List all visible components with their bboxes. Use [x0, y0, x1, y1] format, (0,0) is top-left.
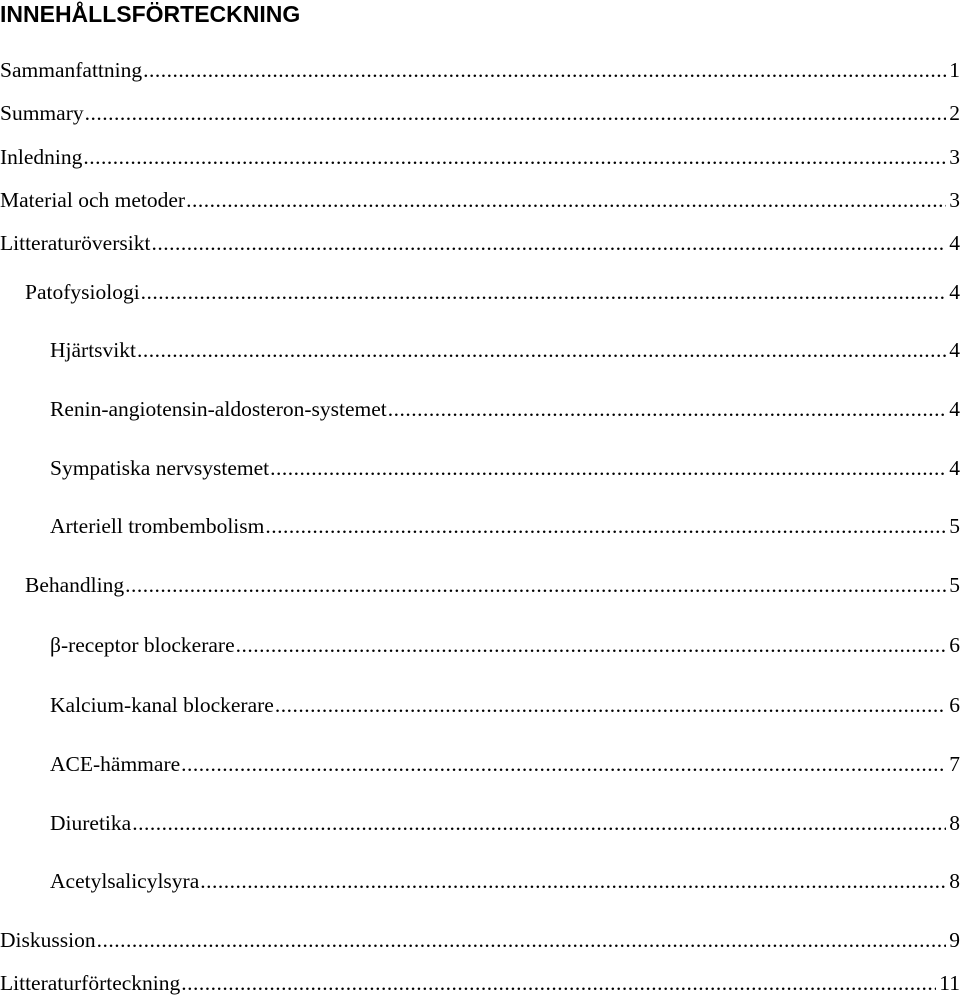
toc-entry-patofysiologi[interactable] — [25, 278, 960, 306]
toc-dot-leader — [85, 99, 947, 127]
toc-entry-behandling[interactable] — [25, 571, 960, 599]
toc-dot-leader — [141, 278, 947, 306]
toc-entry-page: 11 — [939, 971, 960, 995]
toc-entry-litteraturoversikt[interactable] — [0, 229, 960, 257]
toc-dot-leader — [137, 336, 946, 364]
toc-entry-summary[interactable] — [0, 99, 960, 127]
toc-entry-label: Diskussion — [0, 928, 96, 952]
toc-entry-beta-receptor-blockerare[interactable] — [50, 631, 960, 659]
toc-entry-kalcium-kanal-blockerare[interactable] — [50, 691, 960, 719]
toc-entry-litteraturforteckning[interactable] — [0, 969, 960, 997]
toc-entry-material-och-metoder[interactable] — [0, 186, 960, 214]
toc-entry-hjartsvikt[interactable] — [50, 336, 960, 364]
toc-dot-leader — [200, 867, 946, 895]
toc-entry-label: Sammanfattning — [0, 58, 143, 82]
toc-dot-leader — [143, 56, 946, 84]
toc-entry-label: Kalcium-kanal blockerare — [50, 693, 274, 717]
toc-entry-page: 4 — [949, 231, 960, 255]
toc-entry-label: Summary — [0, 101, 84, 125]
toc-entry-page: 8 — [949, 869, 960, 893]
toc-dot-leader — [388, 395, 946, 423]
toc-entry-label: Arteriell trombembolism — [50, 514, 265, 538]
toc-entry-page: 3 — [949, 188, 960, 212]
toc-entry-page: 6 — [949, 633, 960, 657]
toc-entry-page: 8 — [949, 811, 960, 835]
toc-entry-page: 5 — [949, 573, 960, 597]
toc-entry-label: Inledning — [0, 145, 83, 169]
toc-dot-leader — [181, 969, 936, 997]
toc-entry-page: 5 — [949, 514, 960, 538]
toc-entry-label: Diuretika — [50, 811, 132, 835]
toc-dot-leader — [132, 809, 946, 837]
toc-dot-leader — [186, 186, 946, 214]
toc-entry-label: Behandling — [25, 573, 125, 597]
toc-dot-leader — [151, 229, 946, 257]
toc-entry-label: Renin-angiotensin-aldosteron-systemet — [50, 397, 387, 421]
toc-entry-page: 1 — [949, 58, 960, 82]
toc-dot-leader — [97, 926, 947, 954]
toc-entry-renin-angiotensin-aldosteron-systemet[interactable] — [50, 395, 960, 423]
toc-entry-label: Acetylsalicylsyra — [50, 869, 200, 893]
toc-entry-page: 4 — [949, 280, 960, 304]
toc-entry-label: β-receptor blockerare — [50, 633, 235, 657]
toc-dot-leader — [236, 631, 947, 659]
toc-entry-arteriell-trombembolism[interactable] — [50, 512, 960, 540]
toc-dot-leader — [270, 454, 946, 482]
toc-entry-label: Patofysiologi — [25, 280, 140, 304]
toc-entry-page: 6 — [949, 693, 960, 717]
toc-entry-page: 9 — [949, 928, 960, 952]
toc-entry-diuretika[interactable] — [50, 809, 960, 837]
toc-entry-label: Hjärtsvikt — [50, 338, 136, 362]
toc-entry-page: 4 — [949, 397, 960, 421]
toc-entry-page: 4 — [949, 338, 960, 362]
toc-entry-label: Sympatiska nervsystemet — [50, 456, 270, 480]
toc-dot-leader — [83, 143, 946, 171]
toc-dot-leader — [265, 512, 946, 540]
toc-entry-inledning[interactable] — [0, 143, 960, 171]
toc-entry-label: ACE-hämmare — [50, 752, 181, 776]
toc-entry-page: 4 — [949, 456, 960, 480]
toc-entry-acetylsalicylsyra[interactable] — [50, 867, 960, 895]
toc-dot-leader — [125, 571, 946, 599]
toc-entry-label: Litteraturförteckning — [0, 971, 181, 995]
toc-entry-sympatiska-nervsystemet[interactable] — [50, 454, 960, 482]
toc-entry-page: 7 — [949, 752, 960, 776]
toc-entry-sammanfattning[interactable] — [0, 56, 960, 84]
toc-dot-leader — [275, 691, 946, 719]
toc-dot-leader — [181, 750, 946, 778]
toc-entry-page: 2 — [949, 101, 960, 125]
toc-entry-label: Material och metoder — [0, 188, 186, 212]
toc-entry-ace-hammare[interactable] — [50, 750, 960, 778]
toc-heading: INNEHÅLLSFÖRTECKNING — [0, 1, 301, 27]
toc-entry-label: Litteraturöversikt — [0, 231, 151, 255]
toc-entry-page: 3 — [949, 145, 960, 169]
toc-entry-diskussion[interactable] — [0, 926, 960, 954]
